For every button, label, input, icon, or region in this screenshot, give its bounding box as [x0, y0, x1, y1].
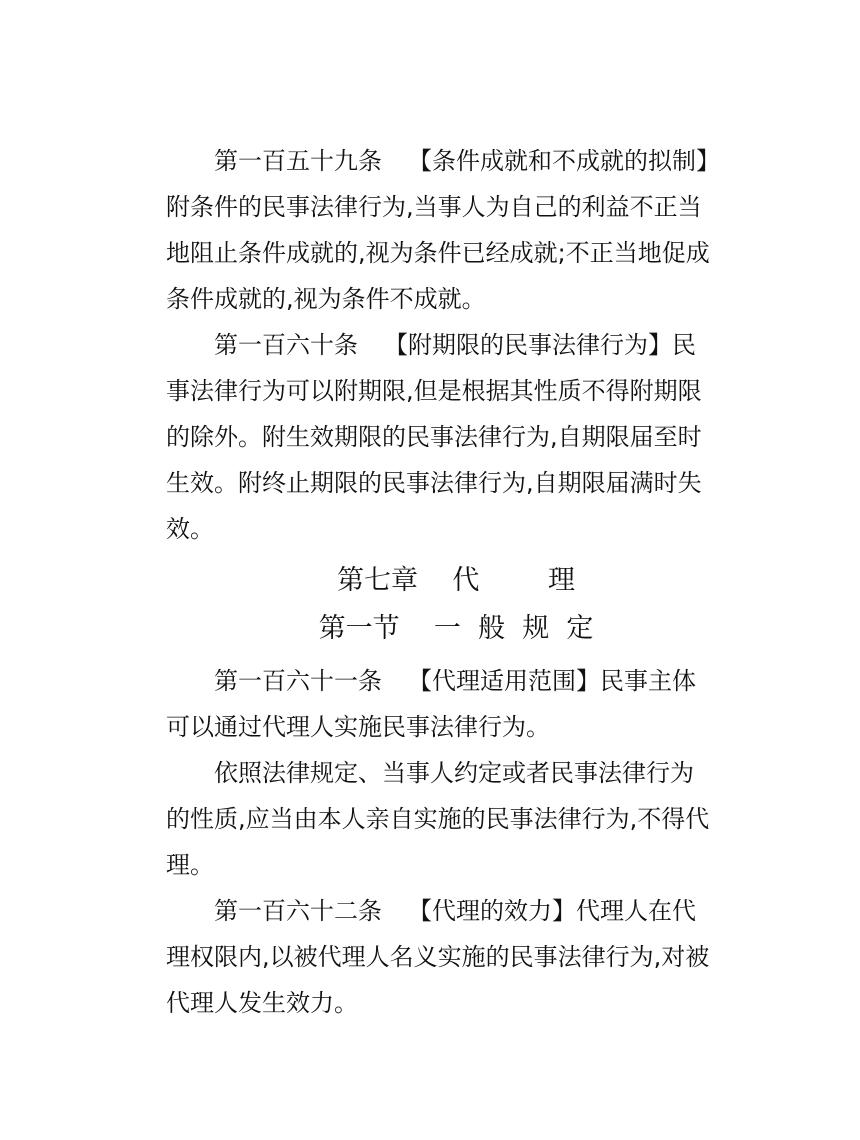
article-paragraph-2-line: 依照法律规定、当事人约定或者民事法律行为: [214, 759, 694, 787]
article-number: 第一百六十二条: [214, 897, 382, 925]
article-161-heading-line: [166, 658, 706, 704]
article-body-line: 事法律行为可以附期限,但是根据其性质不得附期限: [166, 377, 702, 405]
article-body-line: 附条件的民事法律行为,当事人为自己的利益不正当: [166, 193, 702, 221]
article-body-line: 生效。附终止期限的民事法律行为,自期限届满时失: [166, 469, 702, 497]
article-body-line: 代理人发生效力。: [166, 989, 358, 1017]
article-160-heading-line: [166, 322, 706, 368]
article-number: 第一百六十一条: [214, 667, 382, 695]
article-body-line: 地阻止条件成就的,视为条件已经成就;不正当地促成: [166, 239, 710, 267]
article-text-start: 民事主体: [600, 667, 696, 695]
article-162-heading-line: [166, 888, 706, 934]
article-title: 【代理的效力】: [408, 897, 576, 925]
article-body-line: 效。: [166, 515, 214, 543]
article-body-line: 可以通过代理人实施民事法律行为。: [166, 713, 550, 741]
article-number: 第一百六十条: [214, 331, 358, 359]
article-title: 【代理适用范围】: [408, 667, 600, 695]
article-text-start: 民: [672, 331, 696, 359]
article-body-line: 理权限内,以被代理人名义实施的民事法律行为,对被: [166, 943, 710, 971]
article-text-start: 代理人在代: [576, 897, 696, 925]
article-body-line: 的除外。附生效期限的民事法律行为,自期限届至时: [166, 423, 702, 451]
article-title: 【附期限的民事法律行为】: [384, 331, 672, 359]
document-page: [166, 138, 720, 1026]
article-title: 【条件成就和不成就的拟制】: [408, 147, 720, 175]
article-159-heading-line: [166, 138, 720, 184]
article-body-line: 的性质,应当由本人亲自实施的民事法律行为,不得代: [166, 805, 710, 833]
article-number: 第一百五十九条: [214, 147, 382, 175]
chapter-heading: 第七章 代 理: [337, 565, 575, 596]
section-heading: 第一节 一 般 规 定: [318, 613, 594, 644]
article-body-line: 理。: [166, 851, 214, 879]
article-body-line: 条件成就的,视为条件不成就。: [166, 285, 486, 313]
